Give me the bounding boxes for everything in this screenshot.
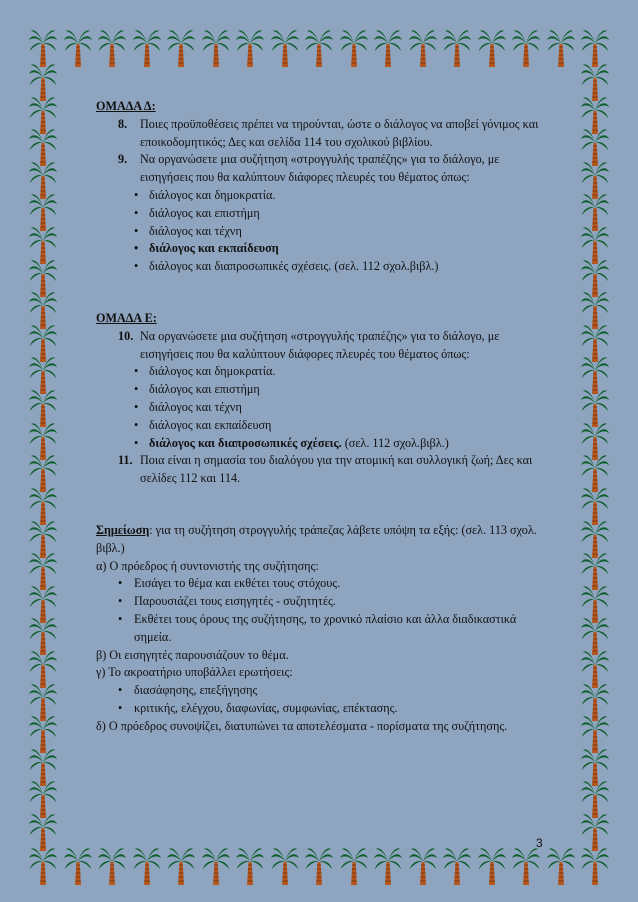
- palm-tree-icon: [132, 846, 162, 886]
- list-item: • διάλογος και δημοκρατία.: [96, 187, 548, 205]
- question-text: Ποια είναι η σημασία του διαλόγου για την ατομική και συλλογική ζωή; Δες και σελίδες 112 και 114.: [140, 453, 533, 486]
- list-item: • διάλογος και εκπαίδευση: [96, 240, 548, 258]
- palm-tree-icon: [270, 846, 300, 886]
- palm-tree-icon: [166, 28, 196, 68]
- palm-tree-icon: [546, 28, 576, 68]
- palm-tree-icon: [373, 846, 403, 886]
- note-d: δ) Ο πρόεδρος συνοψίζει, διατυπώνει τα αποτελέσματα - πορίσματα της συζήτησης.: [96, 718, 508, 733]
- palm-tree-icon: [442, 846, 472, 886]
- palm-tree-icon: [201, 28, 231, 68]
- palm-tree-icon: [304, 846, 334, 886]
- list-item: [96, 435, 548, 453]
- palm-tree-icon: [546, 846, 576, 886]
- palm-tree-icon: [97, 846, 127, 886]
- palm-tree-icon: [580, 812, 610, 852]
- palm-tree-icon: [166, 846, 196, 886]
- note-a-list: [96, 575, 548, 646]
- note-c-list: [96, 682, 548, 718]
- question-text: Να οργανώσετε μια συζήτηση «στρογγυλής τραπέζης» για το διάλογο, με εισηγήσεις που θα καλύπτουν διάφορες πλευρές του θέματος όπως:: [140, 152, 500, 185]
- list-item: • διάλογος και επιστήμη: [96, 205, 548, 223]
- question-number: 10.: [118, 328, 134, 343]
- note-intro: [96, 522, 548, 558]
- palm-tree-icon: [97, 28, 127, 68]
- list-item: • Εισάγει το θέμα και εκθέτει τους στόχους.: [96, 575, 548, 593]
- question-number: 11.: [118, 453, 133, 468]
- list-item: • διάλογος και εκπαίδευση: [96, 417, 548, 435]
- list-item: • διάλογος και επιστήμη: [96, 381, 548, 399]
- palm-tree-icon: [442, 28, 472, 68]
- palm-tree-icon: [63, 28, 93, 68]
- bold-text: διάλογος και διαπροσωπικές σχέσεις.: [149, 435, 342, 450]
- page-number: 3: [536, 836, 543, 850]
- note-intro-text: : για τη συζήτηση στρογγυλής τράπεζας λάβετε υπόψη τα εξής: (σελ. 113 σχολ. βιβλ.): [96, 522, 537, 555]
- list-item: • διασάφησης, επεξήγησης: [96, 682, 548, 700]
- note-heading: Σημείωση: [96, 522, 150, 537]
- note-c: γ) Το ακροατήριο υποβάλλει ερωτήσεις:: [96, 665, 293, 680]
- group-e-title: ΟΜΑΔΑ Ε:: [96, 310, 157, 325]
- question-8: [118, 116, 548, 152]
- note-a: α) Ο πρόεδρος ή συντονιστής της συζήτησης:: [96, 558, 319, 573]
- palm-tree-icon: [235, 28, 265, 68]
- palm-tree-icon: [28, 812, 58, 852]
- palm-tree-icon: [373, 28, 403, 68]
- palm-tree-icon: [63, 846, 93, 886]
- palm-tree-icon: [511, 846, 541, 886]
- palm-tree-icon: [511, 28, 541, 68]
- group-d-title: ΟΜΑΔΑ Δ:: [96, 99, 156, 113]
- list-item: • Εκθέτει τους όρους της συζήτησης, το χρονικό πλαίσιο και άλλα διαδικαστικά σημεία.: [96, 611, 548, 647]
- palm-tree-icon: [339, 846, 369, 886]
- palm-tree-icon: [235, 846, 265, 886]
- palm-tree-icon: [132, 28, 162, 68]
- list-item: • διάλογος και δημοκρατία.: [96, 363, 548, 381]
- list-item: • κριτικής, ελέγχου, διαφωνίας, συμφωνίας, επέκτασης.: [96, 700, 548, 718]
- note-b: β) Οι εισηγητές παρουσιάζουν το θέμα.: [96, 647, 289, 662]
- question-number: 8.: [118, 116, 128, 131]
- question-11: [118, 452, 548, 488]
- question-text: Ποιες προϋποθέσεις πρέπει να τηρούνται, ώστε ο διάλογος να αποβεί γόνιμος και εποικοδομητικός; Δες και σελίδα 114 του σχολικού βιβλίου.: [140, 116, 539, 149]
- palm-tree-icon: [408, 28, 438, 68]
- list-item: • διάλογος και τέχνη: [96, 223, 548, 241]
- document-body: [96, 98, 548, 736]
- palm-tree-icon: [304, 28, 334, 68]
- question-number: 9.: [118, 152, 128, 167]
- palm-tree-icon: [270, 28, 300, 68]
- reference-text: (σελ. 112 σχολ.βιβλ.): [341, 435, 449, 450]
- palm-tree-icon: [477, 846, 507, 886]
- list-item: • διάλογος και τέχνη: [96, 399, 548, 417]
- group-e-bullet-list: [96, 363, 548, 452]
- question-text: Να οργανώσετε μια συζήτηση «στρογγυλής τραπέζης» για το διάλογο, με εισηγήσεις που θα καλύπτουν διάφορες πλευρές του θέματος όπως:: [140, 328, 500, 361]
- question-10: [118, 328, 548, 364]
- question-9: [118, 151, 548, 187]
- palm-tree-icon: [201, 846, 231, 886]
- list-item: • Παρουσιάζει τους εισηγητές - συζητητές.: [96, 593, 548, 611]
- group-d-bullet-list: [96, 187, 548, 276]
- palm-tree-icon: [408, 846, 438, 886]
- palm-tree-icon: [477, 28, 507, 68]
- list-item: • διάλογος και διαπροσωπικές σχέσεις. (σελ. 112 σχολ.βιβλ.): [96, 258, 548, 276]
- palm-tree-icon: [339, 28, 369, 68]
